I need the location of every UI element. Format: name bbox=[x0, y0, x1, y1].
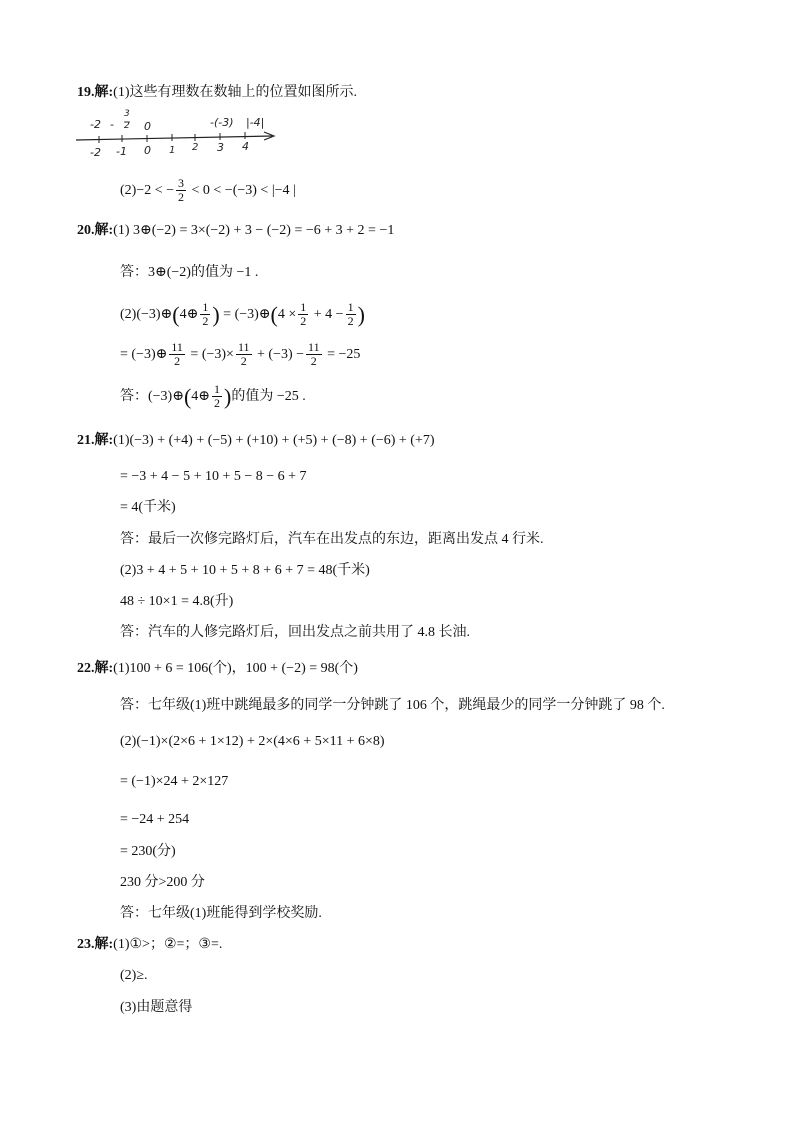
q22-eq-4: = −24 + 254 bbox=[120, 812, 190, 827]
q20-l2-a: (2)(−3)⊕ bbox=[120, 307, 173, 322]
q22-compare: 230 分>200 分 bbox=[120, 875, 205, 890]
point-label-neg-neg3: -(-3) bbox=[210, 116, 234, 129]
q22-line-1 bbox=[77, 660, 358, 678]
q20-answer-2 bbox=[120, 382, 306, 412]
fraction-1-2 bbox=[298, 301, 308, 328]
number-line-figure bbox=[74, 109, 284, 162]
q23-part-1: (1)①>；②=；③=. bbox=[113, 937, 223, 952]
frac-num: 3 bbox=[178, 176, 185, 191]
q22-eq-2: (2)(−1)×(2×6 + 1×12) + 2×(4×6 + 5×11 + 6×8) bbox=[120, 734, 385, 749]
fraction-1-2 bbox=[346, 301, 356, 328]
frac-num: 1 bbox=[347, 300, 354, 315]
q23-label: 23.解: bbox=[77, 937, 114, 952]
q21-eq-1: (1)(−3) + (+4) + (−5) + (+10) + (+5) + (−8) + (−6) + (+7) bbox=[113, 433, 435, 448]
big-paren-right: ) bbox=[224, 383, 232, 409]
point-label-frac-den: 2 bbox=[124, 121, 130, 131]
fraction-1-2 bbox=[200, 301, 210, 328]
tick-label-3: 3 bbox=[217, 141, 224, 154]
q23-part-2: (2)≥. bbox=[120, 968, 148, 983]
tick-label-1: 1 bbox=[169, 145, 176, 156]
q22-eq-1: (1)100 + 6 = 106(个)，100 + (−2) = 98(个) bbox=[113, 661, 358, 676]
q23-part-3: (3)由题意得 bbox=[120, 1000, 193, 1015]
point-label-frac-num: 3 bbox=[124, 109, 130, 119]
big-paren-left: ( bbox=[183, 383, 192, 409]
q21-eq-4: (2)3 + 4 + 5 + 10 + 5 + 8 + 6 + 7 = 48(千米) bbox=[120, 563, 370, 578]
q22-answer-2: 答：七年级(1)班能得到学校奖励. bbox=[120, 906, 322, 921]
q20-a2-c: 的值为 −25 . bbox=[231, 389, 306, 404]
frac-num: 1 bbox=[214, 382, 221, 397]
tick-label-4: 4 bbox=[242, 140, 249, 153]
frac-den: 2 bbox=[214, 396, 221, 411]
q19-line-1 bbox=[77, 84, 357, 102]
big-paren-right: ) bbox=[357, 301, 365, 327]
q21-answer-2: 答：汽车的人修完路灯后，回出发点之前共用了 4.8 长油. bbox=[120, 625, 470, 640]
frac-num: 11 bbox=[171, 340, 183, 355]
q21-line-1 bbox=[77, 432, 435, 450]
q20-l2-e: + 4 − bbox=[310, 307, 344, 322]
q19-p2-suffix: < 0 < −(−3) < |−4 | bbox=[188, 183, 296, 198]
big-paren-left: ( bbox=[172, 301, 180, 327]
tick-label-m2: -2 bbox=[90, 146, 101, 159]
q19-part2 bbox=[120, 176, 296, 206]
q21-eq-2: = −3 + 4 − 5 + 10 + 5 − 8 − 6 + 7 bbox=[120, 469, 307, 484]
big-paren-left: ( bbox=[270, 301, 278, 327]
tick-label-2: 2 bbox=[192, 142, 199, 153]
frac-num: 11 bbox=[237, 340, 250, 355]
point-label-abs-m4: |-4| bbox=[246, 116, 265, 129]
q20-l2-d: 4 × bbox=[277, 307, 297, 322]
q20-l2-b: 4⊕ bbox=[179, 307, 199, 322]
fraction-3-2 bbox=[176, 177, 186, 204]
q20-a2-b: 4⊕ bbox=[191, 389, 211, 404]
q20-label: 20.解: bbox=[77, 223, 114, 238]
q19-p2-prefix: (2)−2 < − bbox=[120, 183, 175, 198]
frac-den: 2 bbox=[347, 314, 354, 329]
frac-den: 2 bbox=[310, 354, 317, 369]
q22-answer-1: 答：七年级(1)班中跳绳最多的同学一分钟跳了 106 个，跳绳最少的同学一分钟跳了 98 个. bbox=[120, 698, 665, 713]
frac-den: 2 bbox=[174, 354, 181, 369]
frac-num: 1 bbox=[300, 300, 307, 315]
fraction-11-2 bbox=[306, 341, 322, 368]
frac-den: 2 bbox=[178, 190, 185, 205]
q20-l3-b: = (−3)× bbox=[186, 347, 234, 362]
frac-num: 11 bbox=[308, 340, 320, 355]
q20-eq-3 bbox=[120, 340, 360, 370]
q20-l3-a: = (−3)⊕ bbox=[120, 347, 168, 362]
q22-label: 22.解: bbox=[77, 661, 114, 676]
q22-eq-5: = 230(分) bbox=[120, 844, 176, 859]
q21-answer-1: 答：最后一次修完路灯后，汽车在出发点的东边，距离出发点 4 行米. bbox=[120, 532, 544, 547]
fraction-11-2 bbox=[236, 341, 252, 368]
point-label-m2: -2 bbox=[90, 118, 101, 131]
q20-eq-1: (1) 3⊕(−2) = 3×(−2) + 3 − (−2) = −6 + 3 + 2 = −1 bbox=[113, 223, 395, 238]
fraction-11-2 bbox=[169, 341, 185, 368]
q20-l2-c: = (−3)⊕ bbox=[219, 307, 271, 322]
q20-l3-d: = −25 bbox=[323, 347, 361, 362]
q23-line-1 bbox=[77, 936, 222, 954]
q19-part1-text: (1)这些有理数在数轴上的位置如图所示. bbox=[113, 85, 357, 100]
q20-eq-2 bbox=[120, 300, 365, 330]
q20-answer-1: 答：3⊕(−2)的值为 −1 . bbox=[120, 265, 259, 280]
frac-den: 2 bbox=[300, 314, 307, 329]
q20-l3-c: + (−3) − bbox=[253, 347, 305, 362]
big-paren-right: ) bbox=[212, 301, 220, 327]
q21-eq-5: 48 ÷ 10×1 = 4.8(升) bbox=[120, 594, 234, 609]
tick-label-m1: -1 bbox=[116, 145, 127, 158]
fraction-1-2 bbox=[212, 383, 222, 410]
q20-a2-a: 答：(−3)⊕ bbox=[120, 389, 184, 404]
tick-label-0: 0 bbox=[144, 144, 151, 157]
point-label-0: 0 bbox=[144, 120, 151, 133]
frac-den: 2 bbox=[240, 354, 247, 369]
q21-label: 21.解: bbox=[77, 433, 114, 448]
frac-num: 1 bbox=[202, 300, 209, 315]
q19-label: 19.解: bbox=[77, 85, 114, 100]
q22-eq-3: = (−1)×24 + 2×127 bbox=[120, 774, 229, 789]
frac-den: 2 bbox=[202, 314, 209, 329]
point-label-neg-sign: - bbox=[110, 118, 114, 131]
q20-line-1 bbox=[77, 222, 394, 240]
q21-eq-3: = 4(千米) bbox=[120, 500, 176, 515]
